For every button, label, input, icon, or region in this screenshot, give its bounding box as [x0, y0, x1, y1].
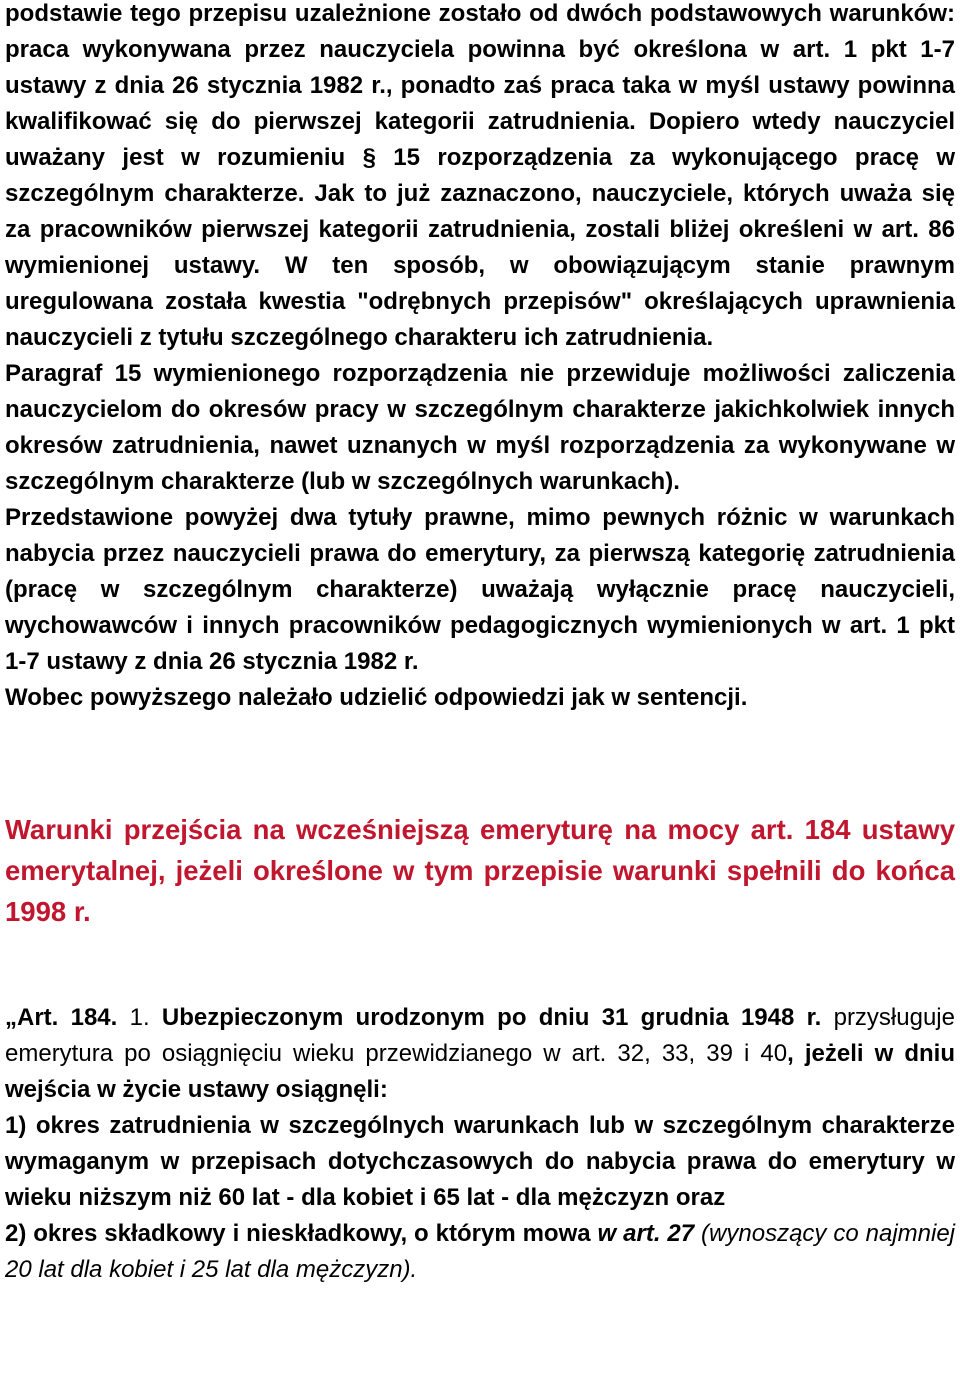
article-condition: , jeżeli w dniu wejścia w życie ustawy osiągnęli: — [5, 1040, 956, 1103]
article-paragraph-number: 1. — [129, 1004, 150, 1031]
article-subject: Ubezpieczonym urodzonym po dniu 31 grudnia 1948 r. — [149, 1004, 822, 1031]
spacer — [5, 932, 955, 1000]
article-184 — [5, 1000, 955, 1288]
article-item-2-note: (wynoszący co najmniej 20 lat dla kobiet i 25 lat dla mężczyzn). — [5, 1220, 956, 1283]
article-label: „Art. 184. — [5, 1004, 130, 1031]
article-item-1: 1) okres zatrudnienia w szczególnych warunkach lub w szczególnym charakterze wymaganym w przepisach dotychczasowych do nabycia prawa do emerytury w wieku niższym niż 60 lat - dla kobiet i 65 lat - dla mężczyzn oraz — [5, 1112, 955, 1211]
article-intro — [5, 1000, 955, 1108]
paragraph-conclusion: Wobec powyższego należało udzielić odpowiedzi jak w sentencji. — [5, 684, 748, 711]
paragraph-legal-basis: podstawie tego przepisu uzależnione zostało od dwóch podstawowych warunków: praca wykonywana przez nauczyciela powinna być określona w art. 1 pkt 1-7 ustawy z dnia 26 stycznia 1982 r., ponadto zaś praca taka w myśl ustawy powinna kwalifikować się do pierwszej kategorii zatrudnienia. Dopiero wtedy nauczyciel uważany jest w rozumieniu § 15 rozporządzenia za wykonującego pracę w szczególnym charakterze. Jak to już zaznaczono, nauczyciele, których uważa się za pracowników pierwszej kategorii zatrudnienia, zostali bliżej określeni w art. 86 wymienionej ustawy. W ten sposób, w obowiązującym stanie prawnym uregulowana została kwestia "odrębnych przepisów" określających uprawnienia nauczycieli z tytułu szczególnego charakteru ich zatrudnienia. — [5, 0, 955, 351]
spacer — [5, 716, 955, 809]
article-item-2-reference: w art. 27 — [597, 1220, 695, 1247]
article-item-2 — [5, 1216, 955, 1288]
paragraph-regulation-15: Paragraf 15 wymienionego rozporządzenia nie przewiduje możliwości zaliczenia nauczycielom do okresów pracy w szczególnym charakterze jakichkolwiek innych okresów zatrudnienia, nawet uznanych w myśl rozporządzenia za wykonywane w szczególnym charakterze (lub w szczególnych warunkach). — [5, 360, 955, 495]
document-page — [5, 0, 955, 1288]
section-heading: Warunki przejścia na wcześniejszą emeryturę na mocy art. 184 ustawy emerytalnej, jeżeli określone w tym przepisie warunki spełnili do końca 1998 r. — [5, 814, 955, 927]
paragraph-legal-titles: Przedstawione powyżej dwa tytuły prawne, mimo pewnych różnic w warunkach nabycia przez nauczycieli prawa do emerytury, za pierwszą kategorię zatrudnienia (pracę w szczególnym charakterze) uważają wyłącznie pracę nauczycieli, wychowawców i innych pracowników pedagogicznych wymienionych w art. 1 pkt 1-7 ustawy z dnia 26 stycznia 1982 r. — [5, 504, 955, 675]
article-item-2-text: 2) okres składkowy i nieskładkowy, o którym mowa — [5, 1220, 598, 1247]
article-entitlement: przysługuje emerytura po osiągnięciu wieku przewidzianego w art. 32, 33, 39 i 40 — [5, 1004, 955, 1067]
